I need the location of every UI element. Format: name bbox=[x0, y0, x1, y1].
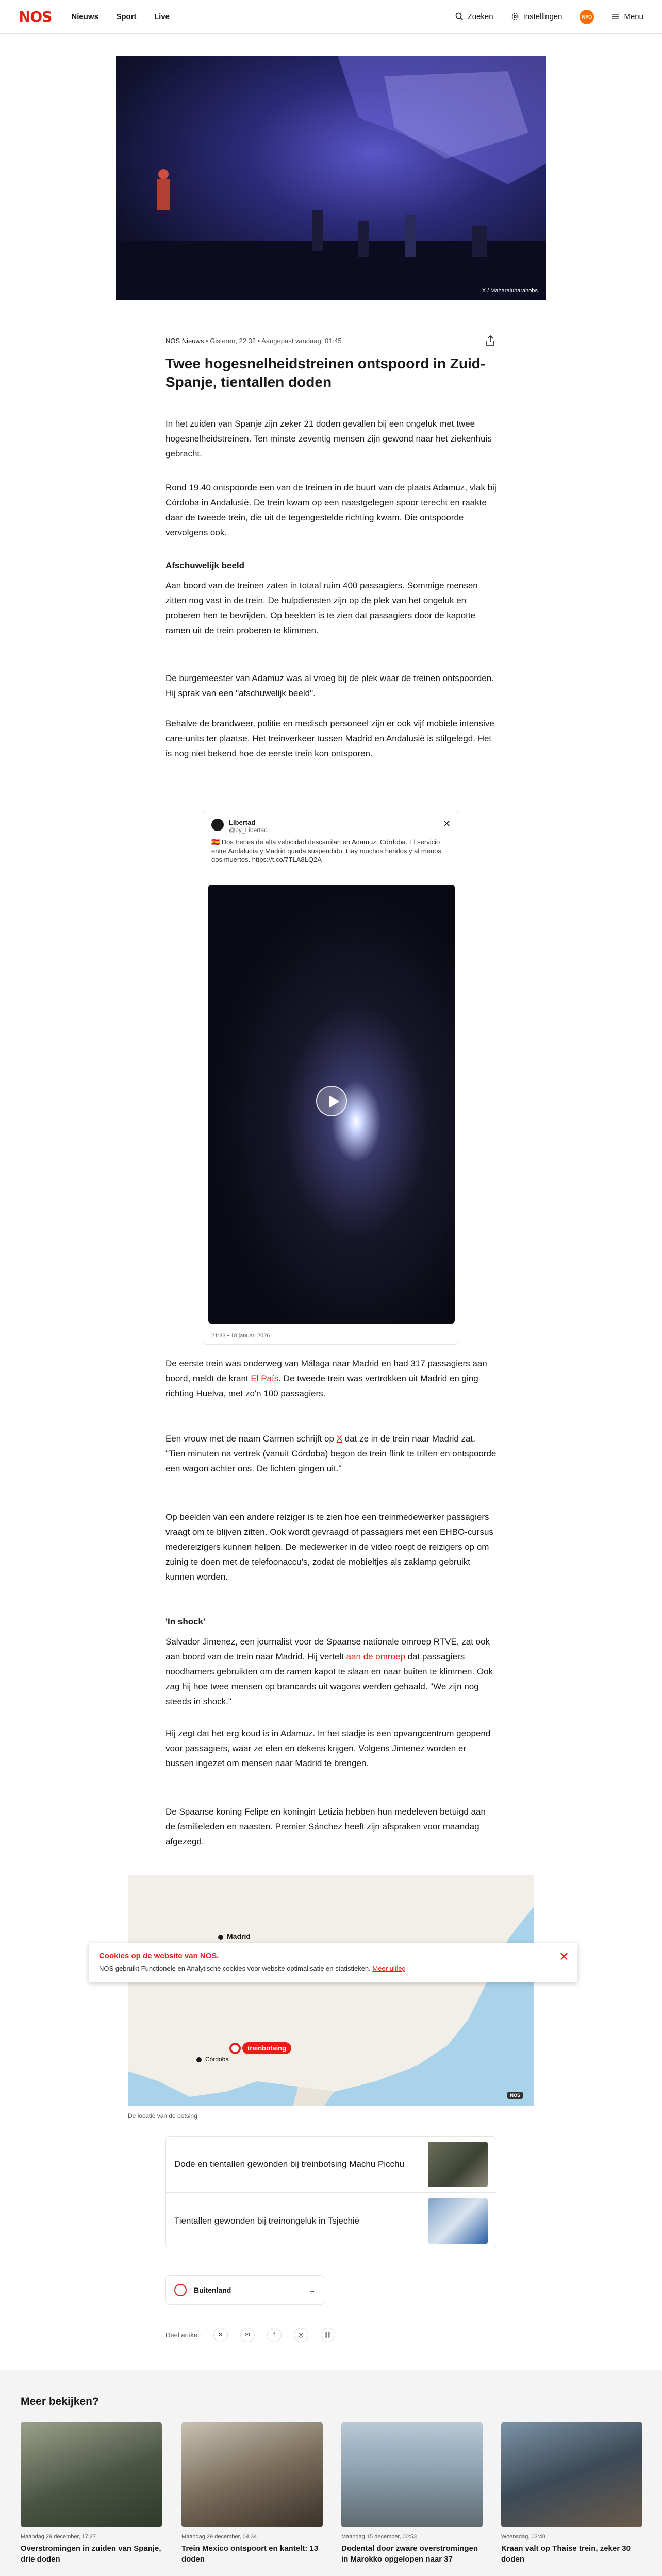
card-title: Dodental door zware overstromingen in Marokko opgelopen naar 37 bbox=[341, 2544, 478, 2564]
paragraph: Behalve de brandweer, politie en medisch personeel zijn er ook vijf mobiele intensive care-units ter plaatse. Het treinverkeer tussen Madrid en Andalusië is stilgelegd. Het is nog niet bekend hoe de eerste trein kon ontsporen. bbox=[166, 719, 494, 758]
npo-logo[interactable]: NPO bbox=[580, 10, 594, 24]
card-meta: Maandag 29 december, 17:27 bbox=[21, 2534, 96, 2540]
nos-logo[interactable]: NOS bbox=[19, 8, 52, 25]
gear-icon bbox=[511, 12, 519, 21]
settings-button[interactable] bbox=[511, 12, 562, 21]
article-meta: NOS Nieuws • Gisteren, 22:32 • Aangepast vandaag, 01:45 bbox=[166, 337, 342, 345]
map-land bbox=[128, 1875, 534, 2106]
card-image bbox=[501, 2422, 642, 2527]
map-label-cordoba: Córdoba bbox=[205, 2056, 229, 2063]
card-title: Overstromingen in zuiden van Spanje, drie doden bbox=[21, 2544, 161, 2564]
hamburger-icon bbox=[611, 12, 620, 21]
card-meta: Woensdag, 03:48 bbox=[501, 2534, 546, 2540]
cookie-text: NOS gebruikt Functionele en Analytische cookies voor website optimalisatie en statistieken. Meer uitleg bbox=[99, 1964, 406, 1972]
tweet-handle[interactable]: @by_Libertad bbox=[229, 826, 268, 834]
map-label-madrid: Madrid bbox=[227, 1932, 251, 1940]
more-section bbox=[0, 2370, 662, 2576]
cookie-banner bbox=[89, 1943, 577, 1982]
related-title: Dode en tientallen gewonden bij treinbotsing Machu Picchu bbox=[174, 2159, 405, 2169]
share-row bbox=[166, 2328, 335, 2342]
card-title: Trein Mexico ontspoort en kantelt: 13 doden bbox=[181, 2544, 319, 2564]
related-title: Tientallen gewonden bij treinongeluk in Tsjechië bbox=[174, 2215, 360, 2226]
link-share-icon[interactable]: ⛓ bbox=[321, 2328, 335, 2342]
main-nav bbox=[71, 12, 185, 22]
paragraph: Rond 19.40 ontspoorde een van de treinen in de buurt van de plaats Adamuz, vlak bij Córdoba in Andalusië. De trein kwam op een naastgelegen spoor terecht en raakte daar de tweede trein, die uit de tegengestelde richting kwam. Die ontspoorde vervolgens ook. bbox=[166, 483, 496, 537]
subheading-beeld: Afschuwelijk beeld bbox=[166, 561, 245, 570]
meta-time: Gisteren, 22:32 bbox=[210, 337, 256, 345]
map-badge: NOS bbox=[507, 2092, 523, 2099]
meta-source[interactable]: NOS Nieuws bbox=[166, 337, 204, 345]
card-image bbox=[181, 2422, 323, 2527]
link-x[interactable]: X bbox=[336, 1434, 342, 1444]
tag-buitenland[interactable] bbox=[166, 2275, 324, 2305]
card-image bbox=[21, 2422, 162, 2527]
paragraph: De Spaanse koning Felipe en koningin Letizia hebben hun medeleven betuigd aan de familieleden en naasten. Premier Sánchez heeft zijn afspraken voor maandag afgezegd. bbox=[166, 1807, 486, 1846]
card-meta: Maandag 15 december, 00:53 bbox=[341, 2534, 417, 2540]
facebook-share-icon[interactable]: f bbox=[267, 2328, 282, 2342]
paragraph: Een vrouw met de naam Carmen schrijft op X dat ze in de trein naar Madrid zat. "Tien minuten na vertrek (vanuit Córdoba) begon de trein flink te trillen en ontspoorde een wagon achter ons. De lichten gingen uit." bbox=[166, 1434, 496, 1473]
card-image bbox=[341, 2422, 483, 2527]
paragraph: Salvador Jimenez, een journalist voor de Spaanse nationale omroep RTVE, zat ook aan boord van de trein naar Madrid. Hij vertelt aan de omroep dat passagiers noodhamers gebruikten om de ramen kapot te slaan en naar buiten te klimmen. Ook zag hij hoe twee mensen op brancards uit wagons werden gehaald. "We zijn nog steeds in shock." bbox=[166, 1637, 493, 1706]
related-articles bbox=[166, 2136, 496, 2248]
more-card[interactable] bbox=[341, 2422, 483, 2565]
cookie-title: Cookies op de website van NOS. bbox=[99, 1952, 219, 1960]
x-share-icon[interactable]: ✕ bbox=[213, 2328, 228, 2342]
more-card[interactable] bbox=[181, 2422, 323, 2565]
link-omroep[interactable]: aan de omroep bbox=[346, 1652, 405, 1662]
paragraph: Op beelden van een andere reiziger is te zien hoe een treinmedewerker passagiers vraagt om te blijven zitten. Ook wordt gevraagd of passagiers met een EHBO-cursus medereizigers kunnen helpen. De medewerker in de video roept de reizigers op om zuinig te doen met de telefoonaccu's, zodat de mobieltjes als zaklamp gebruikt kunnen worden. bbox=[166, 1512, 493, 1582]
more-card[interactable] bbox=[501, 2422, 642, 2565]
paragraph: Aan boord van de treinen zaten in totaal ruim 400 passagiers. Sommige mensen zitten nog vast in de trein. De hulpdiensten zijn op de plek van het ongeluk en proberen hen te bevrijden. Op beelden is te zien dat passagiers door de kapotte ramen uit de trein proberen te klimmen. bbox=[166, 581, 478, 635]
arrow-right-icon: → bbox=[308, 2286, 316, 2294]
globe-icon bbox=[174, 2284, 187, 2296]
whatsapp-share-icon[interactable]: ◎ bbox=[294, 2328, 308, 2342]
tweet-date[interactable]: 21:33 • 18 januari 2026 bbox=[211, 1333, 270, 1339]
related-item[interactable] bbox=[166, 2137, 496, 2193]
tweet-author[interactable]: Libertad bbox=[229, 819, 256, 826]
search-label: Zoeken bbox=[467, 12, 493, 21]
top-navigation bbox=[0, 0, 662, 34]
tag-label: Buitenland bbox=[194, 2286, 231, 2294]
subheading-shock: 'In shock' bbox=[166, 1617, 206, 1626]
article-title: Twee hogesnelheidstreinen ontspoord in Zuid-Spanje, tientallen doden bbox=[166, 355, 486, 390]
map-caption: De locatie van de botsing bbox=[128, 2112, 197, 2120]
related-item[interactable] bbox=[166, 2193, 496, 2249]
tweet-embed bbox=[203, 811, 459, 1345]
play-icon[interactable] bbox=[316, 1086, 347, 1116]
meta-updated: Aangepast vandaag, 01:45 bbox=[261, 337, 342, 345]
nav-live[interactable]: Live bbox=[154, 12, 170, 21]
share-label: Deel artikel: bbox=[166, 2331, 201, 2339]
share-icon[interactable] bbox=[485, 335, 496, 346]
photo-credit: X / Maharaiuharahobs bbox=[482, 287, 538, 294]
tweet-video[interactable] bbox=[208, 885, 455, 1324]
hero-scene bbox=[116, 56, 546, 300]
settings-label: Instellingen bbox=[523, 12, 562, 21]
paragraph: De eerste trein was onderweg van Málaga naar Madrid en had 317 passagiers aan boord, meldt de krant El País. De tweede trein was vertrokken uit Madrid en ging richting Huelva, met zo'n 100 passagiers. bbox=[166, 1359, 487, 1398]
cookie-more-link[interactable]: Meer uitleg bbox=[372, 1964, 406, 1972]
related-thumbnail bbox=[428, 2198, 488, 2244]
close-icon[interactable]: ✕ bbox=[558, 1950, 569, 1964]
menu-button[interactable] bbox=[611, 12, 643, 21]
related-thumbnail bbox=[428, 2142, 488, 2187]
paragraph: De burgemeester van Adamuz was al vroeg bij de plek waar de treinen ontspoorden. Hij sprak van een "afschuwelijk beeld". bbox=[166, 673, 494, 698]
more-title: Meer bekijken? bbox=[21, 2396, 99, 2408]
paragraph-intro: In het zuiden van Spanje zijn zeker 21 doden gevallen bij een ongeluk met twee hogesnelheidstreinen. Ten minste zeventig mensen zijn gewond naar het ziekenhuis gebracht. bbox=[166, 419, 492, 459]
card-title: Kraan valt op Thaise trein, zeker 30 doden bbox=[501, 2544, 631, 2564]
search-icon bbox=[455, 12, 464, 21]
location-map[interactable] bbox=[128, 1875, 534, 2106]
search-button[interactable] bbox=[455, 12, 493, 21]
map-marker-label: treinbotsing bbox=[242, 2042, 291, 2054]
card-meta: Maandag 29 december, 04:34 bbox=[181, 2534, 257, 2540]
tweet-text: 🇪🇸 Dos trenes de alta velocidad descarrilan en Adamuz, Córdoba. El servicio entre Andalucía y Madrid queda suspendido. Hay muchos heridos y al menos dos muertos. https://t.co/7TLA8LQ2A bbox=[211, 838, 441, 863]
hero-image bbox=[116, 56, 546, 300]
tweet-avatar[interactable] bbox=[211, 819, 224, 831]
paragraph: Hij zegt dat het erg koud is in Adamuz. In het stadje is een opvangcentrum geopend voor passagiers, waar ze eten en dekens krijgen. Volgens Jimenez worden er bussen ingezet om mensen naar Madrid te brengen. bbox=[166, 1728, 491, 1768]
nav-nieuws[interactable]: Nieuws bbox=[71, 12, 98, 21]
nav-sport[interactable]: Sport bbox=[116, 12, 137, 21]
email-share-icon[interactable]: ✉ bbox=[240, 2328, 255, 2342]
x-logo-icon[interactable]: ✕ bbox=[442, 819, 451, 829]
menu-label: Menu bbox=[624, 12, 643, 21]
more-card[interactable] bbox=[21, 2422, 162, 2565]
link-el-pais[interactable]: El País bbox=[251, 1374, 279, 1383]
